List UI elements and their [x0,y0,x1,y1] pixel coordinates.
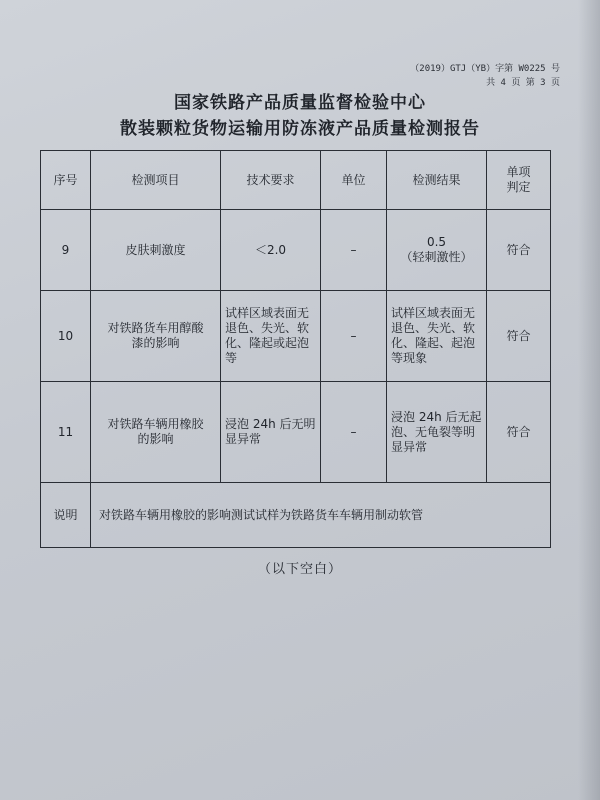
table-header-row [41,151,551,210]
inspection-table [40,150,551,548]
report-title: 散装颗粒货物运输用防冻液产品质量检测报告 [120,119,480,139]
table-row [41,382,551,483]
note-label: 说明 [41,483,91,548]
cell-judgement: 符合 [487,382,551,483]
table-row [41,291,551,382]
cell-requirement: ＜2.0 [221,210,321,291]
cell-result: 试样区域表面无退色、失光、软化、隆起、起泡等现象 [387,291,487,382]
cell-item: 皮肤刺激度 [91,210,221,291]
report-reference [410,62,560,90]
cell-result: 0.5 （轻刺激性） [387,210,487,291]
header-seq: 序号 [41,151,91,210]
cell-result: 浸泡 24h 后无起泡、无龟裂等明显异常 [387,382,487,483]
header-unit: 单位 [321,151,387,210]
cell-judgement: 符合 [487,291,551,382]
page-count: 共 4 页 第 3 页 [486,78,560,88]
table-note-row [41,483,551,548]
cell-seq: 11 [41,382,91,483]
note-text: 对铁路车辆用橡胶的影响测试试样为铁路货车车辆用制动软管 [91,483,551,548]
table-row [41,210,551,291]
header-result: 检测结果 [387,151,487,210]
cell-judgement: 符合 [487,210,551,291]
blank-below-marker: （以下空白） [257,562,342,577]
cell-unit: – [321,291,387,382]
cell-unit: – [321,382,387,483]
cell-seq: 9 [41,210,91,291]
cell-item: 对铁路车辆用橡胶的影响 [91,382,221,483]
report-code: （2019）GTJ（YB）字第 W0225 号 [410,64,560,74]
header-requirement: 技术要求 [221,151,321,210]
header-judgement: 单项判定 [487,151,551,210]
cell-item: 对铁路货车用醇酸漆的影响 [91,291,221,382]
cell-seq: 10 [41,291,91,382]
cell-requirement: 浸泡 24h 后无明显异常 [221,382,321,483]
cell-unit: – [321,210,387,291]
organization-title: 国家铁路产品质量监督检验中心 [174,93,426,113]
cell-requirement: 试样区域表面无退色、失光、软化、隆起或起泡等 [221,291,321,382]
header-item: 检测项目 [91,151,221,210]
